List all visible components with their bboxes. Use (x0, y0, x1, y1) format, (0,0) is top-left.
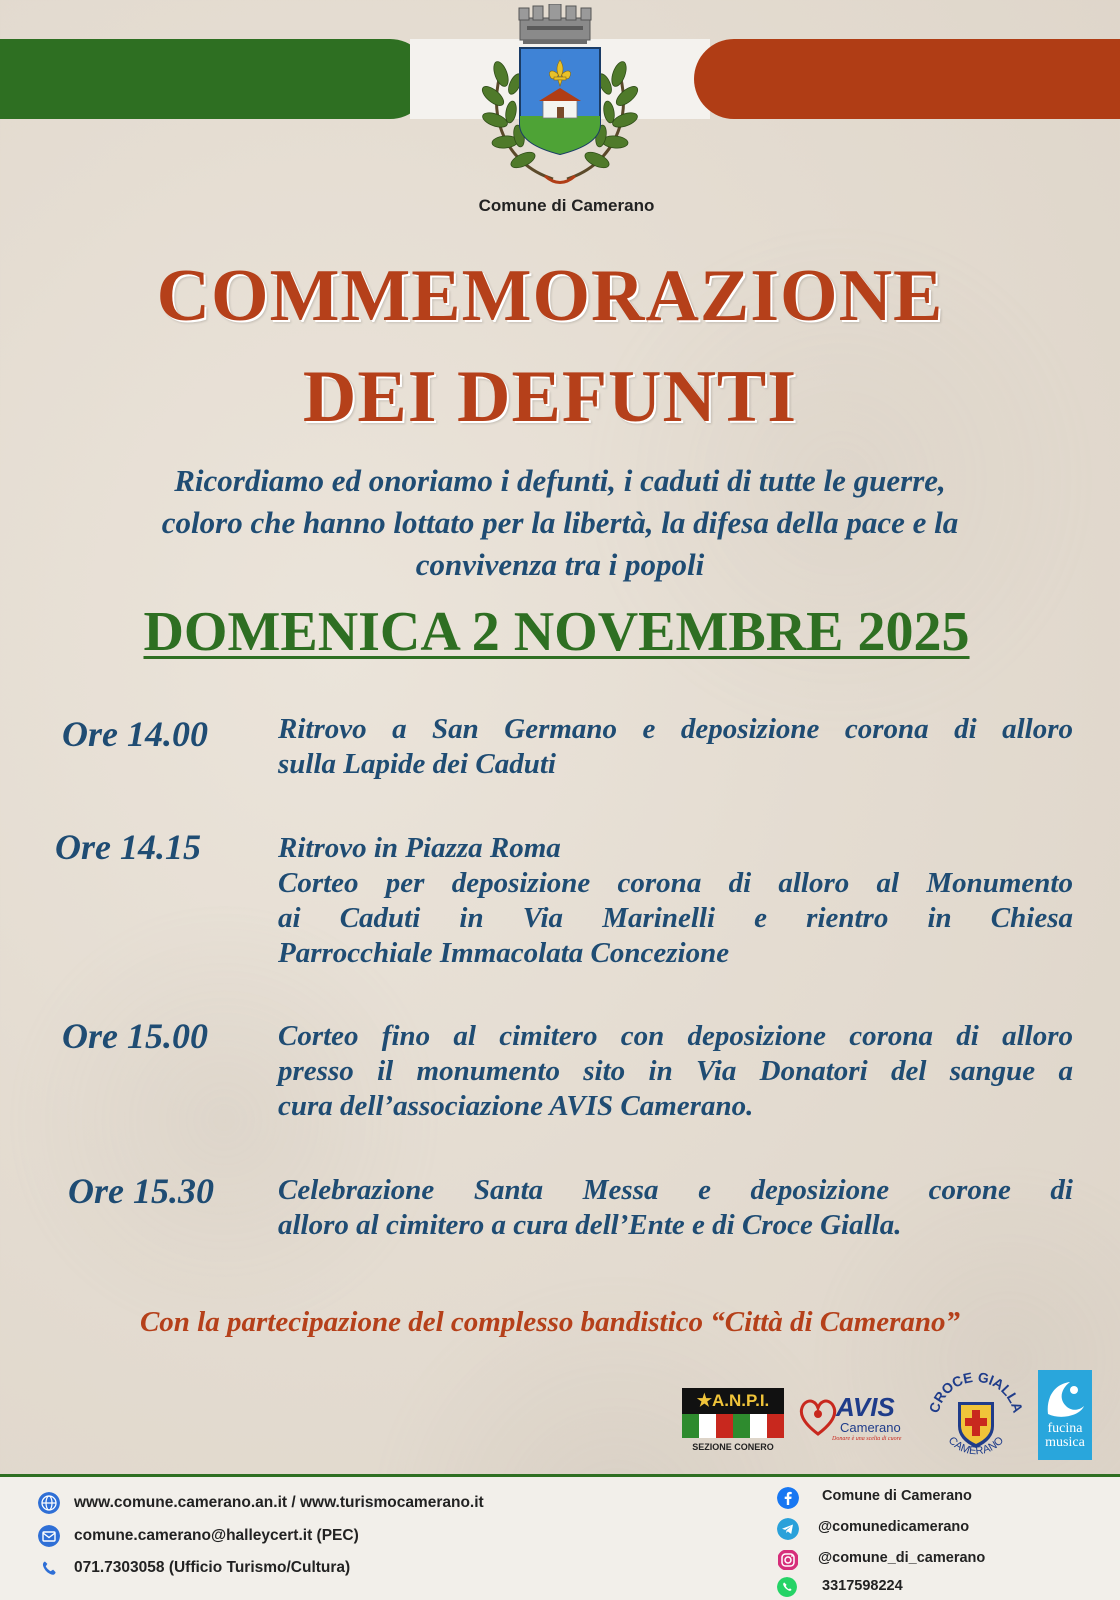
schedule-line: sulla Lapide dei Caduti (278, 748, 556, 780)
schedule-time: Ore 14.15 (55, 827, 201, 867)
footer-telegram[interactable]: @comunedicamerano (818, 1519, 970, 1535)
title-line-2: DEI DEFUNTI (302, 356, 798, 438)
schedule-line: Corteo fino al cimitero con deposizione corona di alloro (278, 1020, 1073, 1052)
footer-whatsapp[interactable]: 3317598224 (822, 1578, 903, 1594)
footer-phone[interactable]: 071.7303058 (Ufficio Turismo/Cultura) (74, 1559, 351, 1576)
croce-gialla-badge (928, 1368, 1024, 1464)
anpi-section: SEZIONE CONERO (692, 1442, 774, 1452)
title-line-1: COMMEMORAZIONE (156, 255, 944, 337)
whatsapp-icon (777, 1577, 797, 1597)
croce-gialla-logo (928, 1368, 1024, 1464)
fucina-line: fucina (1047, 1421, 1083, 1436)
anpi-name: ★A.N.P.I. (682, 1388, 784, 1414)
band-participation-note: Con la partecipazione del complesso bandistico “Città di Camerano” (139, 1306, 961, 1338)
croce-top-text: ROCE GIALL (930, 1368, 1022, 1406)
schedule-line: cura dell’associazione AVIS Camerano. (278, 1090, 754, 1122)
subtitle-line: coloro che hanno lottato per la libertà, la difesa della pace e la (161, 505, 959, 540)
schedule-line: alloro al cimitero a cura dell’Ente e di Croce Gialla. (278, 1209, 902, 1241)
subtitle-line: convivenza tra i popoli (415, 547, 705, 582)
schedule-time: Ore 14.00 (62, 714, 208, 754)
wave-icon (1044, 1376, 1086, 1418)
crown-icon (519, 4, 591, 44)
footer-instagram[interactable]: @comune_di_camerano (818, 1550, 986, 1566)
avis-name: AVIS (836, 1392, 895, 1422)
avis-tagline: Donare è una scelta di cuore (832, 1436, 902, 1442)
schedule-line: Celebrazione Santa Messa e deposizione corone di (278, 1174, 1073, 1206)
schedule-line: Parrocchiale Immacolata Concezione (278, 937, 730, 969)
telegram-icon (777, 1518, 799, 1540)
footer-email[interactable]: comune.camerano@halleycert.it (PEC) (74, 1527, 359, 1544)
fucina-line: musica (1045, 1435, 1085, 1450)
croce-bottom-text: CAMERANO (945, 1434, 1007, 1458)
schedule-line: presso il monumento sito in Via Donatori del sangue a (278, 1055, 1073, 1087)
instagram-icon (777, 1549, 799, 1571)
schedule-time: Ore 15.30 (68, 1171, 214, 1211)
anpi-logo (682, 1370, 786, 1458)
schedule-line: ai Caduti in Via Marinelli e rientro in Chiesa (278, 902, 1073, 934)
comune-label: Comune di Camerano (478, 196, 655, 215)
facebook-icon (777, 1487, 799, 1509)
schedule-description (278, 1019, 1073, 1124)
camerano-coat-of-arms (475, 4, 645, 194)
flag-band-red (694, 39, 1120, 119)
schedule-description (278, 831, 1073, 971)
heart-icon (796, 1394, 840, 1438)
anpi-flag (682, 1414, 784, 1438)
event-date: DOMENICA 2 NOVEMBRE 2025 (143, 601, 970, 663)
schedule-line: Corteo per deposizione corona di alloro al Monumento (278, 867, 1073, 899)
phone-icon (40, 1559, 58, 1577)
flag-band-green (0, 39, 430, 119)
schedule-description (278, 712, 1073, 782)
schedule-time: Ore 15.00 (62, 1016, 208, 1056)
avis-city: Camerano (840, 1420, 901, 1435)
footer-website[interactable]: www.comune.camerano.an.it / www.turismocamerano.it (74, 1494, 484, 1511)
avis-logo (796, 1370, 914, 1458)
globe-icon (38, 1492, 60, 1514)
schedule-description (278, 1173, 1073, 1243)
fucina-text (1040, 1422, 1090, 1450)
email-icon (38, 1525, 60, 1547)
subtitle (60, 460, 1060, 586)
schedule-line: Ritrovo a San Germano e deposizione corona di alloro (278, 713, 1073, 745)
schedule-line: Ritrovo in Piazza Roma (278, 832, 561, 864)
footer-facebook[interactable]: Comune di Camerano (822, 1488, 972, 1504)
fucina-musica-logo (1038, 1370, 1092, 1460)
subtitle-line: Ricordiamo ed onoriamo i defunti, i caduti di tutte le guerre, (174, 463, 946, 498)
